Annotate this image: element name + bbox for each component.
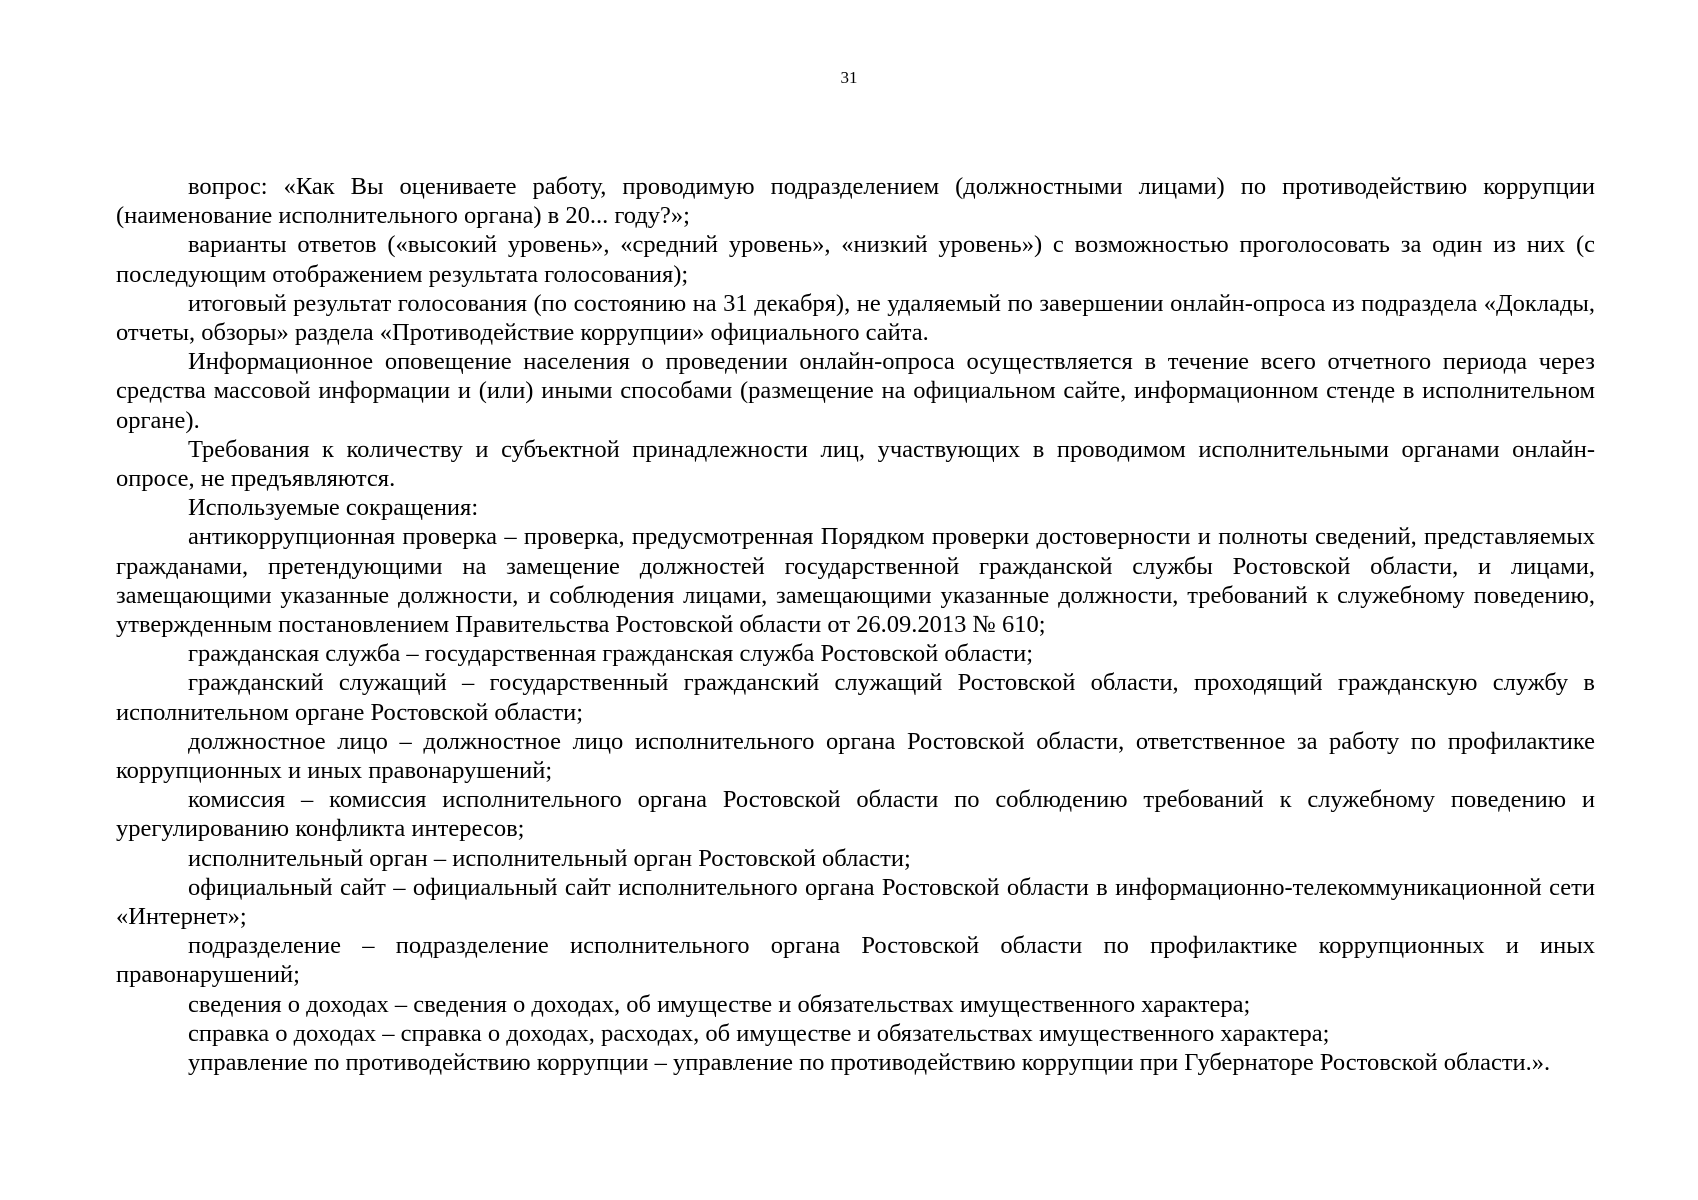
- abbreviation-anticorruption-check: антикоррупционная проверка – проверка, предусмотренная Порядком проверки достоверности и полноты сведений, представляемых гражданами, претендующими на замещение должностей государственной гражданской службы Ростовской области, и лицами, замещающими указанные должности, и соблюдения лицами, замещающими указанные должности, требований к служебному поведению, утвержденным постановлением Правительства Ростовской области от 26.09.2013 № 610;: [116, 523, 1595, 639]
- paragraph-final-result: итоговый результат голосования (по состоянию на 31 декабря), не удаляемый по завершении онлайн-опроса из подраздела «Доклады, отчеты, обзоры» раздела «Противодействие коррупции» официального сайта.: [116, 289, 1595, 347]
- paragraph-participant-requirements: Требования к количеству и субъектной принадлежности лиц, участвующих в проводимом исполнительными органами онлайн-опросе, не предъявляются.: [116, 435, 1595, 493]
- abbreviation-commission: комиссия – комиссия исполнительного органа Ростовской области по соблюдению требований к служебному поведению и урегулированию конфликта интересов;: [116, 786, 1595, 843]
- abbreviation-civil-service: гражданская служба – государственная гражданская служба Ростовской области;: [188, 640, 1034, 668]
- abbreviation-income-information: сведения о доходах – сведения о доходах, об имуществе и обязательствах имущественного характера;: [188, 990, 1251, 1018]
- page-number: 31: [840, 68, 858, 87]
- document-body: [116, 172, 1595, 1077]
- paragraph-public-notification: Информационное оповещение населения о проведении онлайн-опроса осуществляется в течение всего отчетного периода через средства массовой информации и (или) иными способами (размещение на официальном сайте, информационном стенде в исполнительном органе).: [116, 348, 1595, 434]
- abbreviation-anticorruption-department: управление по противодействию коррупции – управление по противодействию коррупции при Губернаторе Ростовской области.».: [188, 1049, 1551, 1077]
- paragraph-survey-question: вопрос: «Как Вы оцениваете работу, проводимую подразделением (должностными лицами) по противодействию коррупции (наименование исполнительного органа) в 20... году?»;: [116, 173, 1595, 230]
- abbreviation-official-website: официальный сайт – официальный сайт исполнительного органа Ростовской области в информационно-телекоммуникационной сети «Интернет»;: [116, 873, 1595, 931]
- abbreviation-subdivision: подразделение – подразделение исполнительного органа Ростовской области по профилактике коррупционных и иных правонарушений;: [116, 932, 1595, 989]
- abbreviation-official: должностное лицо – должностное лицо исполнительного органа Ростовской области, ответственное за работу по профилактике коррупционных и иных правонарушений;: [116, 727, 1595, 785]
- paragraph-answer-options: варианты ответов («высокий уровень», «средний уровень», «низкий уровень») с возможностью проголосовать за один из них (с последующим отображением результата голосования);: [116, 231, 1595, 288]
- paragraph-abbreviations-heading: Используемые сокращения:: [188, 494, 479, 522]
- abbreviation-civil-servant: гражданский служащий – государственный гражданский служащий Ростовской области, проходящий гражданскую службу в исполнительном органе Ростовской области;: [116, 669, 1595, 726]
- abbreviation-income-certificate: справка о доходах – справка о доходах, расходах, об имуществе и обязательствах имущественного характера;: [188, 1019, 1330, 1047]
- abbreviation-executive-body: исполнительный орган – исполнительный орган Ростовской области;: [188, 844, 911, 872]
